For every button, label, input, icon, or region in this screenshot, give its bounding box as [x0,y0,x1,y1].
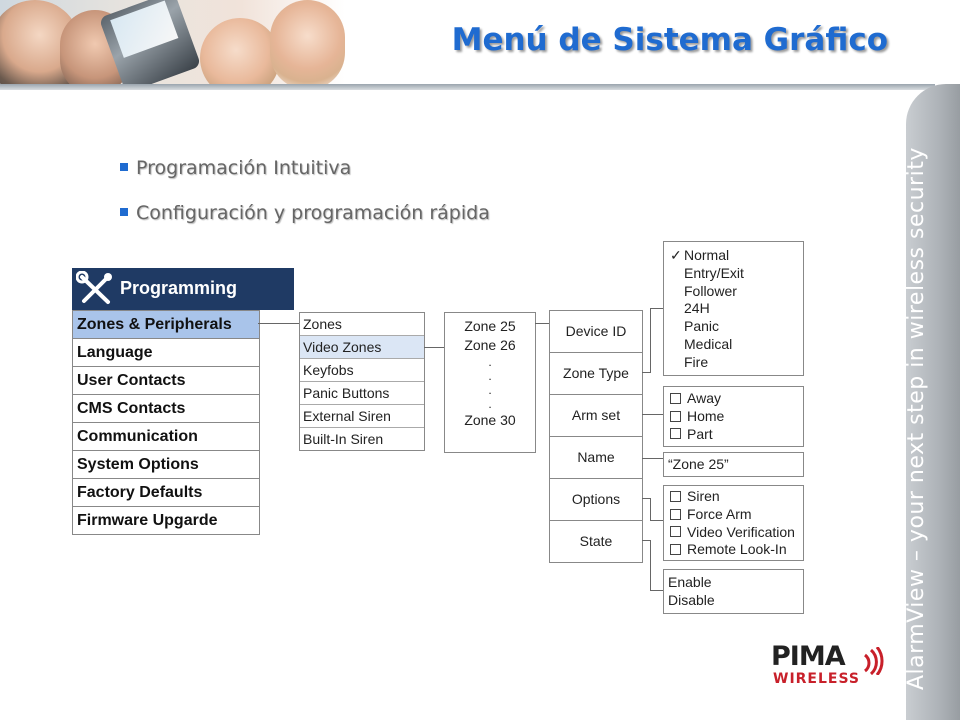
bullet-text: Configuración y programación rápida [136,202,490,224]
header-divider [0,84,935,90]
state-enable[interactable]: Enable [668,574,712,590]
zone-ellipsis: . [488,355,492,369]
attr-zone-type[interactable]: Zone Type [550,353,642,395]
option-label: Away [687,390,721,406]
check-icon: ✓ [670,247,682,263]
attr-state[interactable]: State [579,533,613,549]
option-label: Part [687,425,713,442]
menu-item-user-contacts[interactable]: User Contacts [73,367,259,395]
zone-ellipsis: . [488,369,492,383]
zone-options [663,485,804,561]
programming-menu [72,310,260,535]
option-medical[interactable]: Medical [684,335,733,352]
attr-options[interactable]: Options [550,479,642,521]
submenu-item-panic-buttons[interactable]: Panic Buttons [300,382,424,405]
option-label: Video Verification [687,523,795,540]
zone-list [444,312,536,453]
connector-line [642,372,650,373]
logo-brand: PIMA [771,641,845,672]
programming-title: Programming [120,278,238,298]
connector-line [642,458,663,459]
menu-item-system-options[interactable]: System Options [73,451,259,479]
arm-option-part[interactable] [670,426,803,444]
connector-line [650,520,663,521]
menu-item-firmware-upgrade[interactable]: Firmware Upgarde [77,512,218,529]
zone-item-second[interactable]: Zone 26 [464,337,516,353]
option-fire[interactable]: Fire [684,353,709,370]
option-24h[interactable]: 24H [684,300,710,317]
page-title: Menú de Sistema Gráfico [451,22,888,58]
option-panic[interactable]: Panic [684,318,720,335]
header-photo [0,0,345,88]
submenu-item-zones[interactable]: Zones [300,313,424,336]
arm-option-home[interactable] [670,408,803,426]
bullet-text: Programación Intuitiva [136,157,352,179]
option-video-verification[interactable] [670,524,803,542]
option-entry-exit[interactable]: Entry/Exit [684,264,744,281]
option-normal[interactable] [670,247,803,265]
tagline: AlarmView – your next step in wireless security [904,147,929,690]
connector-line [642,414,663,415]
connector-line [535,323,549,324]
bullet-item [120,157,351,179]
checkbox-icon[interactable] [670,509,681,520]
arm-set-options [663,386,804,447]
option-label: Siren [687,488,720,504]
connector-line [642,540,650,541]
connector-line [650,540,651,590]
pima-logo [771,641,886,689]
checkbox-icon[interactable] [670,393,681,404]
menu-item-language[interactable]: Language [73,339,259,367]
connector-line [258,323,299,324]
attr-device-id[interactable]: Device ID [550,311,642,353]
option-label: Home [687,407,725,424]
zone-item-first[interactable]: Zone 25 [464,318,516,334]
checkbox-icon[interactable] [670,411,681,422]
submenu-item-built-in-siren[interactable]: Built-In Siren [303,431,384,447]
state-options [663,569,804,614]
connector-line [650,498,651,520]
zone-ellipsis: . [488,383,492,397]
bullet-marker [120,163,128,171]
arm-option-away[interactable] [670,390,803,408]
checkbox-icon[interactable] [670,526,681,537]
submenu-item-external-siren[interactable]: External Siren [300,405,424,428]
connector-line [650,590,663,591]
option-force-arm[interactable] [670,506,803,524]
checkbox-icon[interactable] [670,491,681,502]
logo-subtitle: WIRELESS [773,671,861,687]
attr-arm-set[interactable]: Arm set [550,395,642,437]
menu-item-zones-peripherals[interactable]: Zones & Peripherals [73,311,259,339]
zone-ellipsis: . [488,397,492,411]
submenu-item-video-zones[interactable]: Video Zones [300,336,424,359]
connector-line [424,347,444,348]
submenu-item-keyfobs[interactable]: Keyfobs [300,359,424,382]
option-label: Remote Look-In [687,541,787,558]
option-label: Normal [684,247,730,263]
zone-attributes [549,310,643,563]
name-field[interactable] [663,452,804,477]
connector-line [642,498,650,499]
attr-name[interactable]: Name [550,437,642,479]
zones-submenu [299,312,425,451]
zone-item-last[interactable]: Zone 30 [464,412,516,428]
bullet-marker [120,208,128,216]
tools-icon [76,271,114,307]
option-siren[interactable] [670,488,803,506]
state-disable[interactable]: Disable [668,591,715,608]
connector-line [650,308,651,373]
connector-line [650,308,663,309]
programming-header [72,268,294,310]
option-follower[interactable]: Follower [684,282,737,299]
zone-type-options [663,241,804,376]
menu-item-factory-defaults[interactable]: Factory Defaults [73,479,259,507]
bullet-item [120,202,490,224]
wireless-signal-icon [861,647,887,675]
checkbox-icon[interactable] [670,544,681,555]
checkbox-icon[interactable] [670,428,681,439]
option-remote-look-in[interactable] [670,541,803,559]
name-value: “Zone 25” [668,456,729,472]
menu-item-communication[interactable]: Communication [73,423,259,451]
option-label: Force Arm [687,505,752,522]
menu-item-cms-contacts[interactable]: CMS Contacts [73,395,259,423]
